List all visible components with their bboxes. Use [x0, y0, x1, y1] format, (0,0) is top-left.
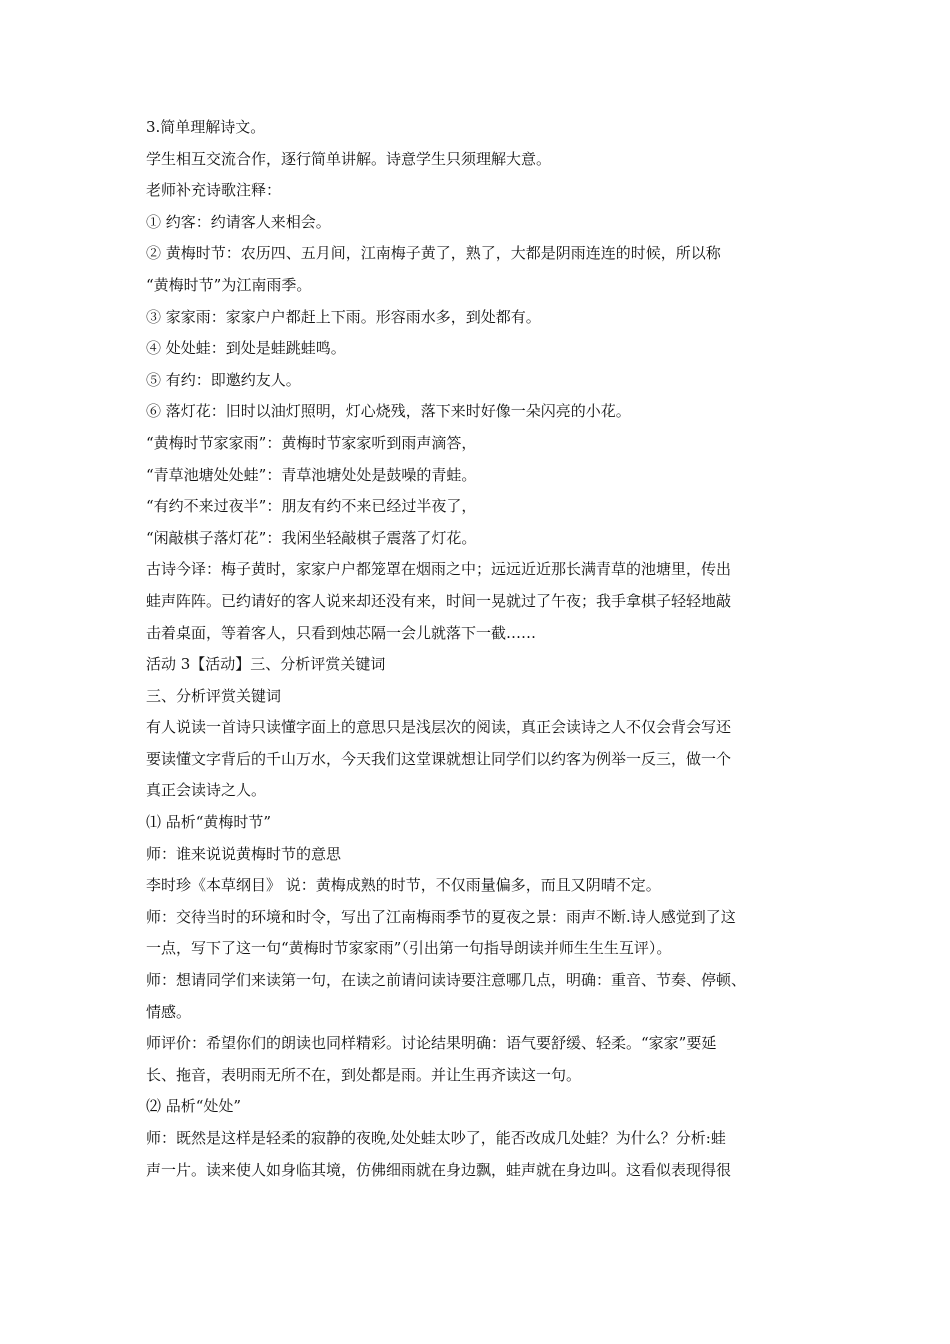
text-line: 真正会读诗之人。	[146, 781, 267, 800]
text-line: 击着桌面，等着客人，只看到烛芯隔一会儿就落下一截……	[146, 623, 537, 642]
text-line: 蛙声阵阵。已约请好的客人说来却还没有来，时间一晃就过了午夜；我手拿棋子轻轻地敲	[146, 591, 732, 610]
text-line: 情感。	[146, 1002, 192, 1021]
text-line: 师：谁来说说黄梅时节的意思	[146, 844, 342, 863]
text-line: 师：想请同学们来读第一句，在读之前请问读诗要注意哪几点，明确：重音、节奏、停顿、	[146, 971, 747, 990]
text-line: 师：既然是这样是轻柔的寂静的夜晚,处处蛙太吵了，能否改成几处蛙？为什么？分析:蛙	[146, 1129, 726, 1147]
poem-line-explanation: “黄梅时节家家雨”：黄梅时节家家听到雨声滴答，	[146, 433, 477, 452]
annotation-item: ④ 处处蛙：到处是蛙跳蛙鸣。	[146, 339, 346, 358]
poem-line-explanation: “青草池塘处处蛙”：青草池塘处处是鼓噪的青蛙。	[146, 465, 477, 484]
annotation-item: ⑤ 有约：即邀约友人。	[146, 370, 301, 389]
text-line: 师评价：希望你们的朗读也同样精彩。讨论结果明确：语气要舒缓、轻柔。“家家”要延	[146, 1034, 717, 1053]
text-line: 师：交待当时的环境和时令，写出了江南梅雨季节的夏夜之景：雨声不断.诗人感觉到了这	[146, 907, 736, 926]
activity-heading: 活动 3【活动】三、分析评赏关键词	[146, 655, 386, 674]
text-line: “黄梅时节”为江南雨季。	[146, 275, 312, 294]
annotation-item: ② 黄梅时节：农历四、五月间，江南梅子黄了，熟了，大都是阴雨连连的时候，所以称	[146, 244, 721, 263]
subsection-heading: ⑴ 品析“黄梅时节”	[146, 813, 272, 832]
poem-line-explanation: “有约不来过夜半”：朋友有约不来已经过半夜了，	[146, 497, 477, 516]
annotation-item: ⑥ 落灯花：旧时以油灯照明，灯心烧残，落下来时好像一朵闪亮的小花。	[146, 402, 631, 421]
text-line: 老师补充诗歌注释：	[146, 181, 282, 200]
section-heading: 三、分析评赏关键词	[146, 686, 282, 705]
annotation-item: ① 约客：约请客人来相会。	[146, 212, 331, 231]
poem-line-explanation: “闲敲棋子落灯花”：我闲坐轻敲棋子震落了灯花。	[146, 528, 477, 547]
subsection-heading: ⑵ 品析“处处”	[146, 1097, 242, 1116]
text-line: 学生相互交流合作，逐行简单讲解。诗意学生只须理解大意。	[146, 149, 552, 168]
text-line: 长、拖音，表明雨无所不在，到处都是雨。并让生再齐读这一句。	[146, 1065, 582, 1084]
text-line: 声一片。读来使人如身临其境，仿佛细雨就在身边飘，蛙声就在身边叫。这看似表现得很	[146, 1160, 732, 1179]
text-line: 3.简单理解诗文。	[146, 118, 266, 136]
text-line: 有人说读一首诗只读懂字面上的意思只是浅层次的阅读，真正会读诗之人不仅会背会写还	[146, 718, 732, 737]
annotation-item: ③ 家家雨：家家户户都赶上下雨。形容雨水多，到处都有。	[146, 307, 541, 326]
text-line: 要读懂文字背后的千山万水，今天我们这堂课就想让同学们以约客为例举一反三，做一个	[146, 749, 732, 768]
document-body	[146, 112, 814, 1186]
text-line: 李时珍《本草纲目》 说：黄梅成熟的时节，不仅雨量偏多，而且又阴晴不定。	[146, 876, 661, 895]
text-line: 一点，写下了这一句“黄梅时节家家雨”（引出第一句指导朗读并师生生生互评）。	[146, 939, 672, 958]
text-line: 古诗今译：梅子黄时，家家户户都笼罩在烟雨之中；远远近近那长满青草的池塘里，传出	[146, 560, 732, 579]
